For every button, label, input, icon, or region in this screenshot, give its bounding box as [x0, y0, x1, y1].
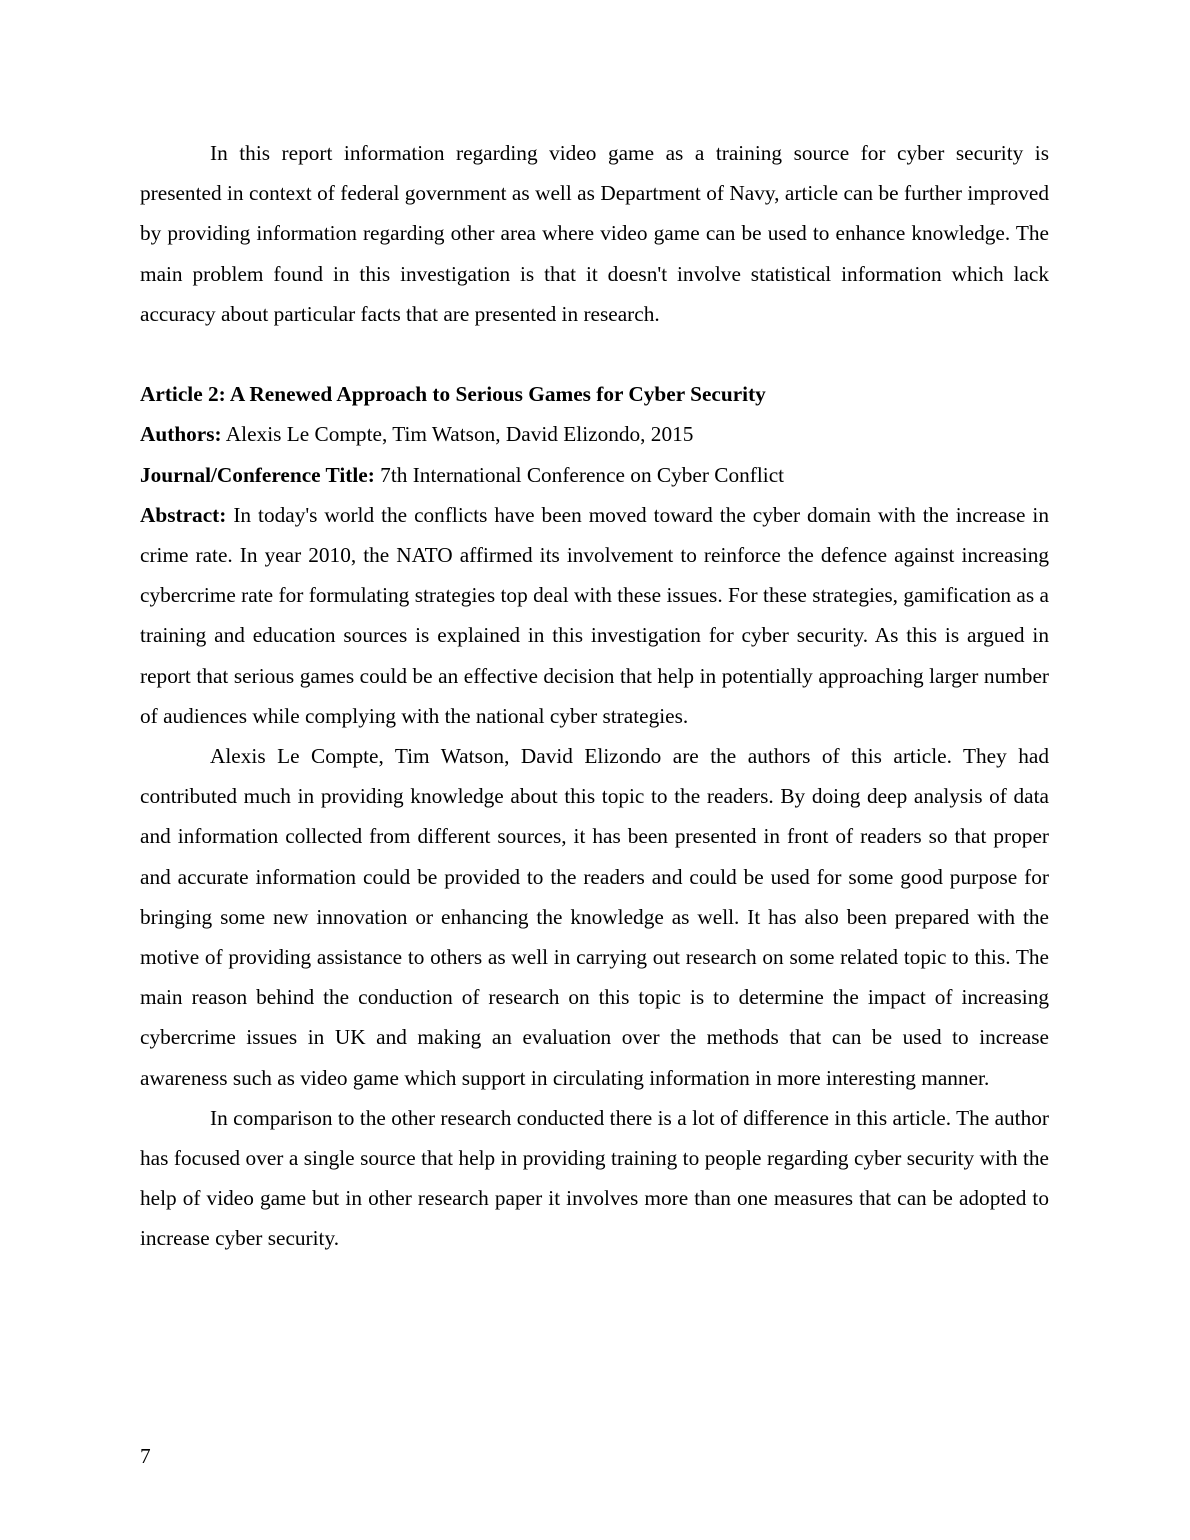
body-paragraph-comparison: In comparison to the other research conducted there is a lot of difference in this article. The author has focused over a single source that help in providing training to people regarding cyber security with the help of video game but in other research paper it involves more than one measures that can be adopted to increase cyber security.	[140, 1105, 1049, 1251]
abstract-paragraph	[140, 495, 1049, 736]
document-page	[140, 133, 1049, 1259]
paragraph-spacer	[140, 334, 1049, 374]
body-paragraph-authors: Alexis Le Compte, Tim Watson, David Elizondo are the authors of this article. They had contributed much in providing knowledge about this topic to the readers. By doing deep analysis of data and information collected from different sources, it has been presented in front of readers so that proper and accurate information could be provided to the readers and could be used for some good purpose for bringing some new innovation or enhancing the knowledge as well. It has also been prepared with the motive of providing assistance to others as well in carrying out research on some related topic to this. The main reason behind the conduction of research on this topic is to determine the impact of increasing cybercrime issues in UK and making an evaluation over the methods that can be used to increase awareness such as video game which support in circulating information in more interesting manner.	[140, 744, 1049, 1090]
journal-line	[140, 455, 1049, 495]
abstract-label: Abstract:	[140, 502, 227, 527]
authors-line	[140, 414, 1049, 454]
article-heading: Article 2: A Renewed Approach to Serious Games for Cyber Security	[140, 382, 766, 407]
intro-paragraph: In this report information regarding video game as a training source for cyber security is presented in context of federal government as well as Department of Navy, article can be further improved by providing information regarding other area where video game can be used to enhance knowledge. The main problem found in this investigation is that it doesn't involve statistical information which lack accuracy about particular facts that are presented in research.	[140, 141, 1049, 326]
journal-label: Journal/Conference Title:	[140, 462, 375, 487]
abstract-text: In today's world the conflicts have been moved toward the cyber domain with the increase in crime rate. In year 2010, the NATO affirmed its involvement to reinforce the defence against increasing cybercrime rate for formulating strategies top deal with these issues. For these strategies, gamification as a training and education sources is explained in this investigation for cyber security. As this is argued in report that serious games could be an effective decision that help in potentially approaching larger number of audiences while complying with the national cyber strategies.	[140, 502, 1049, 728]
authors-value: Alexis Le Compte, Tim Watson, David Elizondo, 2015	[221, 422, 694, 447]
journal-value: 7th International Conference on Cyber Conflict	[374, 462, 785, 487]
page-number: 7	[140, 1444, 151, 1468]
authors-label: Authors:	[140, 422, 222, 447]
